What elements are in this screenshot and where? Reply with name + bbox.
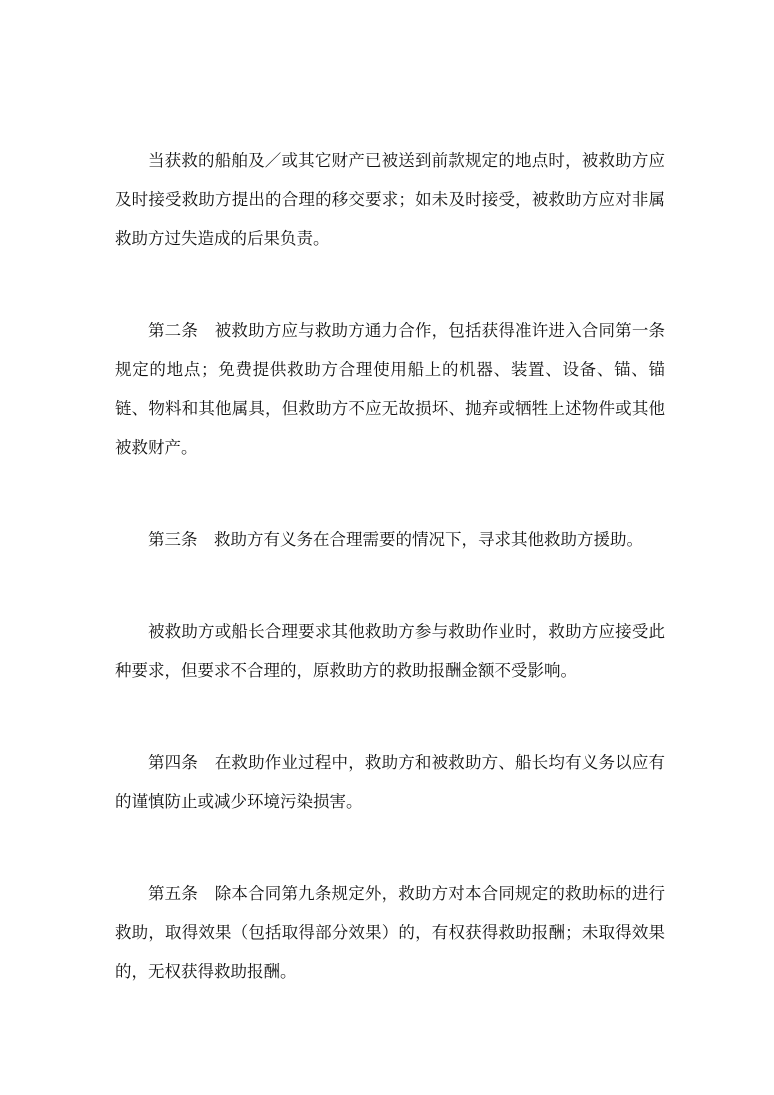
paragraph-handover: 当获救的船舶及／或其它财产已被送到前款规定的地点时，被救助方应及时接受救助方提出的合理的移交要求；如未及时接受，被救助方应对非属救助方过失造成的后果负责。 [115,151,665,248]
document-body [115,141,665,991]
paragraph-article-2: 第二条 被救助方应与救助方通力合作，包括获得准许进入合同第一条规定的地点；免费提供救助方合理使用船上的机器、装置、设备、锚、锚链、物料和其他属具，但救助方不应无故损坏、抛弃或牺牲上述物件或其他被救财产。 [115,321,665,457]
paragraph-article-4: 第四条 在救助作业过程中，救助方和被救助方、船长均有义务以应有的谨慎防止或减少环境污染损害。 [115,753,665,811]
paragraph-other-salvors: 被救助方或船长合理要求其他救助方参与救助作业时，救助方应接受此种要求，但要求不合理的，原救助方的救助报酬金额不受影响。 [115,622,665,680]
paragraph-article-3: 第三条 救助方有义务在合理需要的情况下，寻求其他救助方援助。 [148,530,643,549]
paragraph-article-5: 第五条 除本合同第九条规定外，救助方对本合同规定的救助标的进行救助，取得效果（包括取得部分效果）的，有权获得救助报酬；未取得效果的，无权获得救助报酬。 [115,884,665,981]
